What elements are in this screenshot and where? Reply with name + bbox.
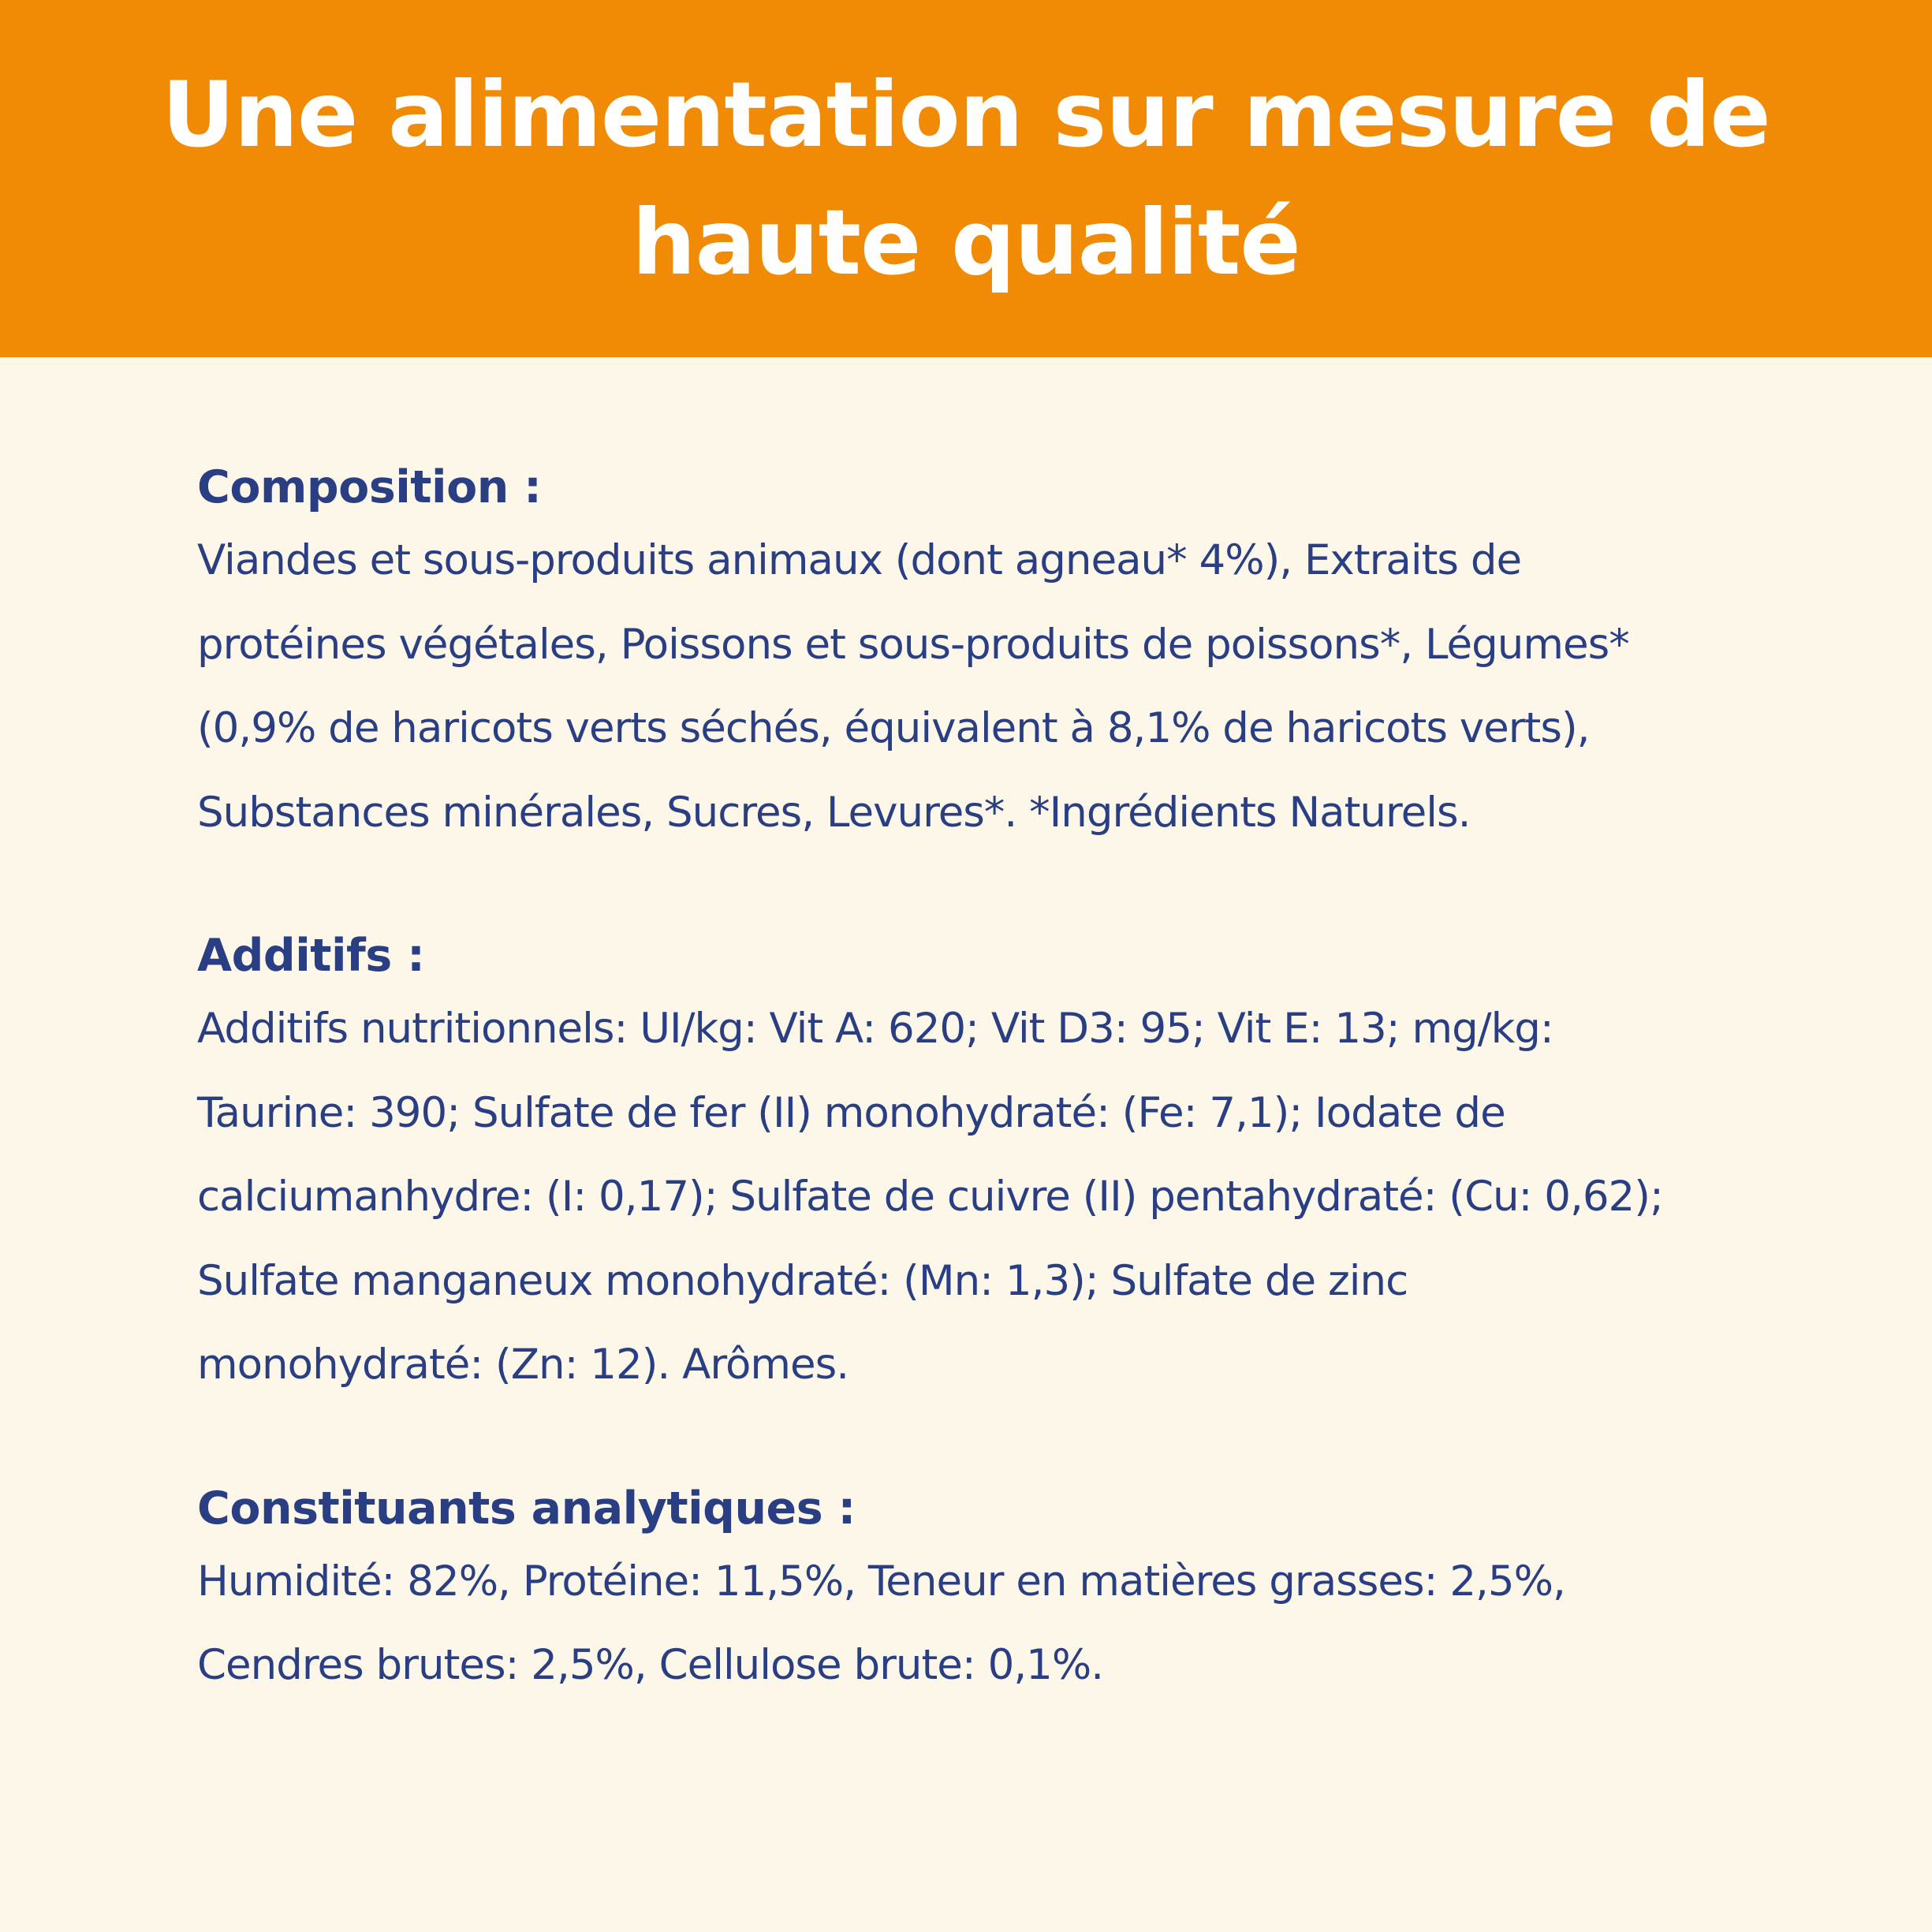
text-line: protéines végétales, Poissons et sous-produits de poissons*, Légumes* (197, 620, 1629, 669)
text-line: calciumanhydre: (I: 0,17); Sulfate de cuivre (II) pentahydraté: (Cu: 0,62); (197, 1173, 1663, 1221)
text-line: Cendres brutes: 2,5%, Cellulose brute: 0,1%. (197, 1641, 1104, 1689)
text-line: Taurine: 390; Sulfate de fer (II) monohydraté: (Fe: 7,1); Iodate de (197, 1088, 1505, 1137)
section-heading: Composition : (197, 461, 542, 513)
text-line: Substances minérales, Sucres, Levures*. *Ingrédients Naturels. (197, 788, 1471, 837)
text-line: Additifs nutritionnels: UI/kg: Vit A: 620; Vit D3: 95; Vit E: 13; mg/kg: (197, 1005, 1553, 1053)
page-title-line-1: Une alimentation sur mesure de (162, 62, 1770, 167)
header-banner (0, 0, 1932, 357)
page-title-line-2: haute qualité (632, 189, 1300, 295)
section-heading: Additifs : (197, 930, 425, 982)
text-line: (0,9% de haricots verts séchés, équivalent à 8,1% de haricots verts), (197, 704, 1590, 752)
section-constituants (197, 1477, 1774, 1708)
content-area (197, 456, 1774, 1777)
section-additifs (197, 924, 1774, 1408)
section-body (197, 987, 1774, 1408)
section-body (197, 1540, 1774, 1708)
text-line: Viandes et sous-produits animaux (dont agneau* 4%), Extraits de (197, 536, 1522, 584)
text-line: Humidité: 82%, Protéine: 11,5%, Teneur en matières grasses: 2,5%, (197, 1557, 1565, 1606)
text-line: Sulfate manganeux monohydraté: (Mn: 1,3); Sulfate de zinc (197, 1256, 1408, 1305)
section-body (197, 519, 1774, 855)
page-title (138, 51, 1794, 307)
section-heading: Constituants analytiques : (197, 1482, 856, 1535)
text-line: monohydraté: (Zn: 12). Arômes. (197, 1341, 849, 1389)
section-composition (197, 456, 1774, 855)
